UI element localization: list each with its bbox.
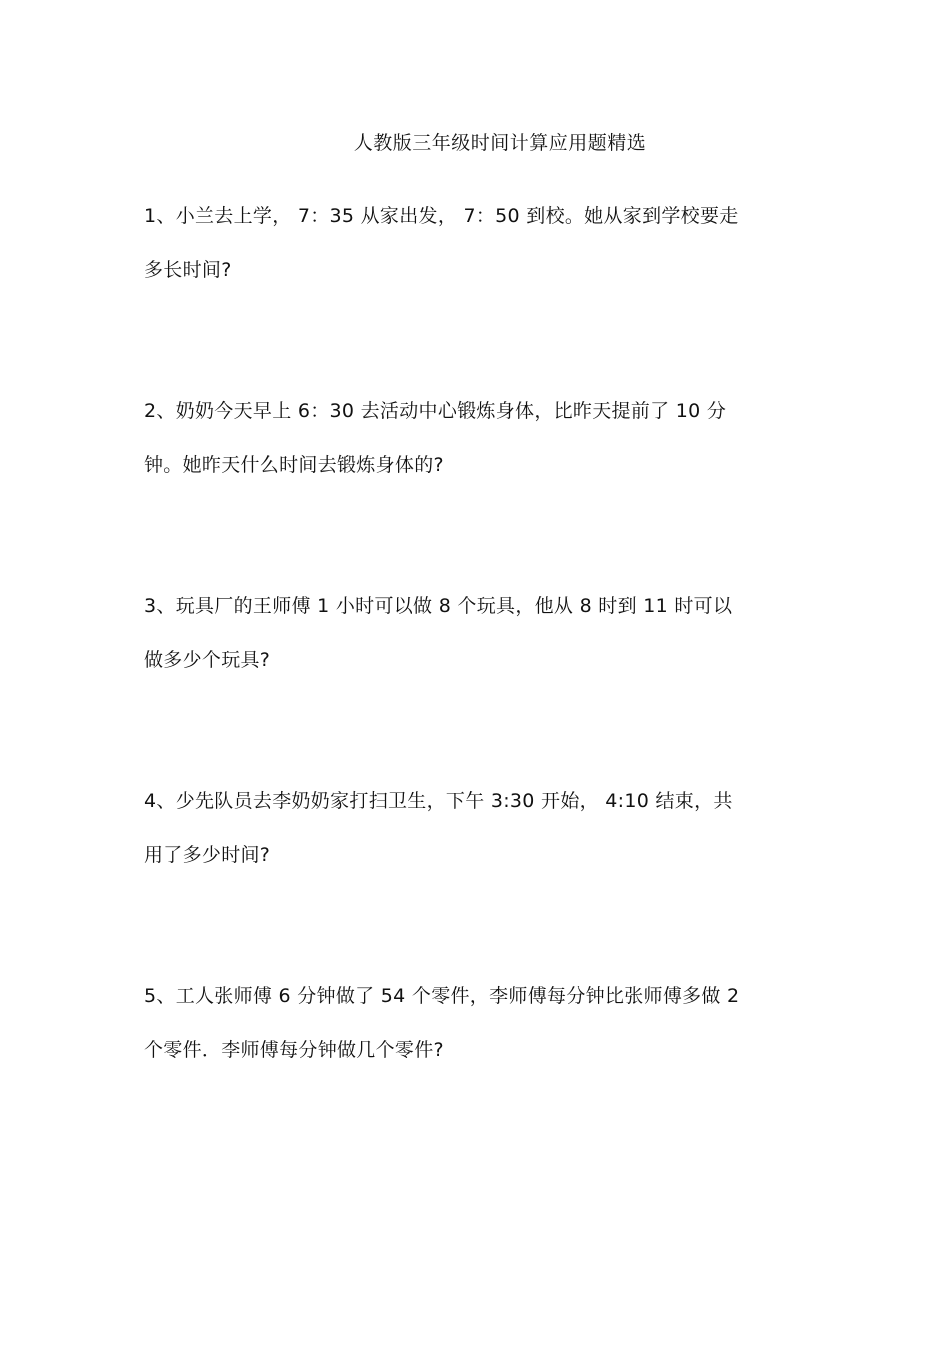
question-4-line-2: 用了多少时间? — [144, 844, 271, 866]
question-1-line-2: 多长时间? — [144, 259, 232, 281]
question-5-line-1: 5、工人张师傅 6 分钟做了 54 个零件，李师傅每分钟比张师傅多做 2 — [144, 985, 740, 1007]
question-3 — [144, 579, 824, 687]
question-3-line-1: 3、玩具厂的王师傅 1 小时可以做 8 个玩具，他从 8 时到 11 时可以 — [144, 595, 733, 617]
question-4 — [144, 774, 824, 882]
question-3-line-2: 做多少个玩具? — [144, 649, 271, 671]
question-1-line-1: 1、小兰去上学， 7：35 从家出发， 7：50 到校。她从家到学校要走 — [144, 205, 739, 227]
question-1 — [144, 189, 824, 297]
question-5 — [144, 969, 824, 1077]
question-2 — [144, 384, 824, 492]
question-5-line-2: 个零件．李师傅每分钟做几个零件? — [144, 1039, 444, 1061]
question-4-line-1: 4、少先队员去李奶奶家打扫卫生，下午 3:30 开始， 4:10 结束，共 — [144, 790, 733, 812]
question-2-line-2: 钟。她昨天什么时间去锻炼身体的? — [144, 454, 444, 476]
document-title: 人教版三年级时间计算应用题精选 — [353, 132, 647, 154]
question-2-line-1: 2、奶奶今天早上 6：30 去活动中心锻炼身体，比昨天提前了 10 分 — [144, 400, 727, 422]
